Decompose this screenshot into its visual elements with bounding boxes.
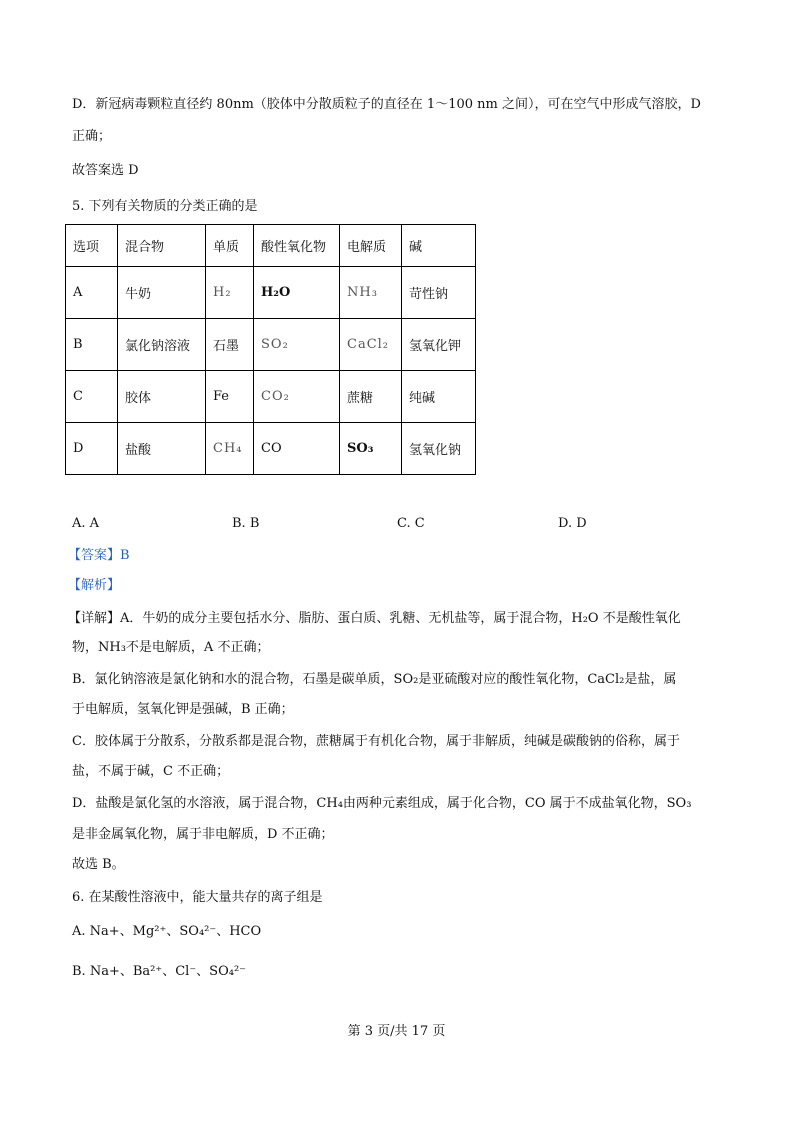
table-cell: CaCl₂ [340,319,402,371]
header-cell: 单质 [206,225,254,267]
table-cell: D [66,423,118,475]
header-cell: 电解质 [340,225,402,267]
table-row [66,267,476,319]
header-cell: 碱 [402,225,476,267]
prev-d-line2: 正确； [72,129,112,144]
option-b: B. B [232,516,260,531]
explain-line: 盐，不属于碱，C 不正确； [72,764,230,779]
table-cell: C [66,371,118,423]
table-cell: 牛奶 [118,267,206,319]
table-row [66,319,476,371]
table-row [66,371,476,423]
table-cell: 纯碱 [402,371,476,423]
table-cell: 蔗糖 [340,371,402,423]
table-cell: NH₃ [340,267,402,319]
q5-stem: 5. 下列有关物质的分类正确的是 [72,199,258,214]
table-cell: 苛性钠 [402,267,476,319]
table-cell: 胶体 [118,371,206,423]
q6-stem: 6. 在某酸性溶液中，能大量共存的离子组是 [72,890,323,905]
table-cell: H₂O [254,267,340,319]
table-cell: CO [254,423,340,475]
explain-line: 于电解质，氢氧化钾是强碱，B 正确； [72,702,294,717]
table-cell: 氢氧化钾 [402,319,476,371]
classification-table [65,224,476,475]
q6-option-a: A. Na+、Mg²⁺、SO₄²⁻、HCO [72,924,262,939]
table-cell: CH₄ [206,423,254,475]
analysis-tag: 【解析】 [68,578,121,593]
explain-line: C．胶体属于分散系，分散系都是混合物，蔗糖属于有机化合物，属于非解质，纯碱是碳酸钠的俗称，属于 [72,734,680,749]
table-cell: SO₃ [340,423,402,475]
table-cell: 盐酸 [118,423,206,475]
prev-answer-line: 故答案选 D [72,163,139,178]
table-cell: Fe [206,371,254,423]
option-a: A. A [72,516,100,531]
explain-line: 【详解】A．牛奶的成分主要包括水分、脂肪、蛋白质、乳糖、无机盐等，属于混合物，H₂O 不是酸性氧化 [68,611,681,626]
explain-line: 物，NH₃不是电解质，A 不正确； [72,640,270,655]
table-cell: SO₂ [254,319,340,371]
header-cell: 酸性氧化物 [254,225,340,267]
option-c: C. C [397,516,425,531]
table-cell: H₂ [206,267,254,319]
header-cell: 混合物 [118,225,206,267]
answer-tag: 【答案】B [68,548,130,563]
explain-line: D．盐酸是氯化氢的水溶液，属于混合物，CH₄由两种元素组成，属于化合物，CO 属于不成盐氧化物，SO₃ [72,796,692,811]
table-cell: CO₂ [254,371,340,423]
explain-line: B．氯化钠溶液是氯化钠和水的混合物，石墨是碳单质，SO₂是亚硫酸对应的酸性氧化物，CaCl₂是盐，属 [72,672,677,687]
table-row [66,423,476,475]
table-cell: B [66,319,118,371]
explain-line: 故选 B。 [72,857,125,872]
option-d: D. D [558,516,587,531]
q6-option-b: B. Na+、Ba²⁺、Cl⁻、SO₄²⁻ [72,964,247,979]
table-cell: A [66,267,118,319]
header-cell: 选项 [66,225,118,267]
explain-line: 是非金属氧化物，属于非电解质，D 不正确； [72,827,334,842]
prev-d-line1: D．新冠病毒颗粒直径约 80nm（胶体中分散质粒子的直径在 1～100 nm 之间），可在空气中形成气溶胶，D [72,97,701,112]
table-header-row [66,225,476,267]
table-cell: 氢氧化钠 [402,423,476,475]
table-cell: 氯化钠溶液 [118,319,206,371]
table-cell: 石墨 [206,319,254,371]
page-footer: 第 3 页/共 17 页 [347,1024,446,1039]
